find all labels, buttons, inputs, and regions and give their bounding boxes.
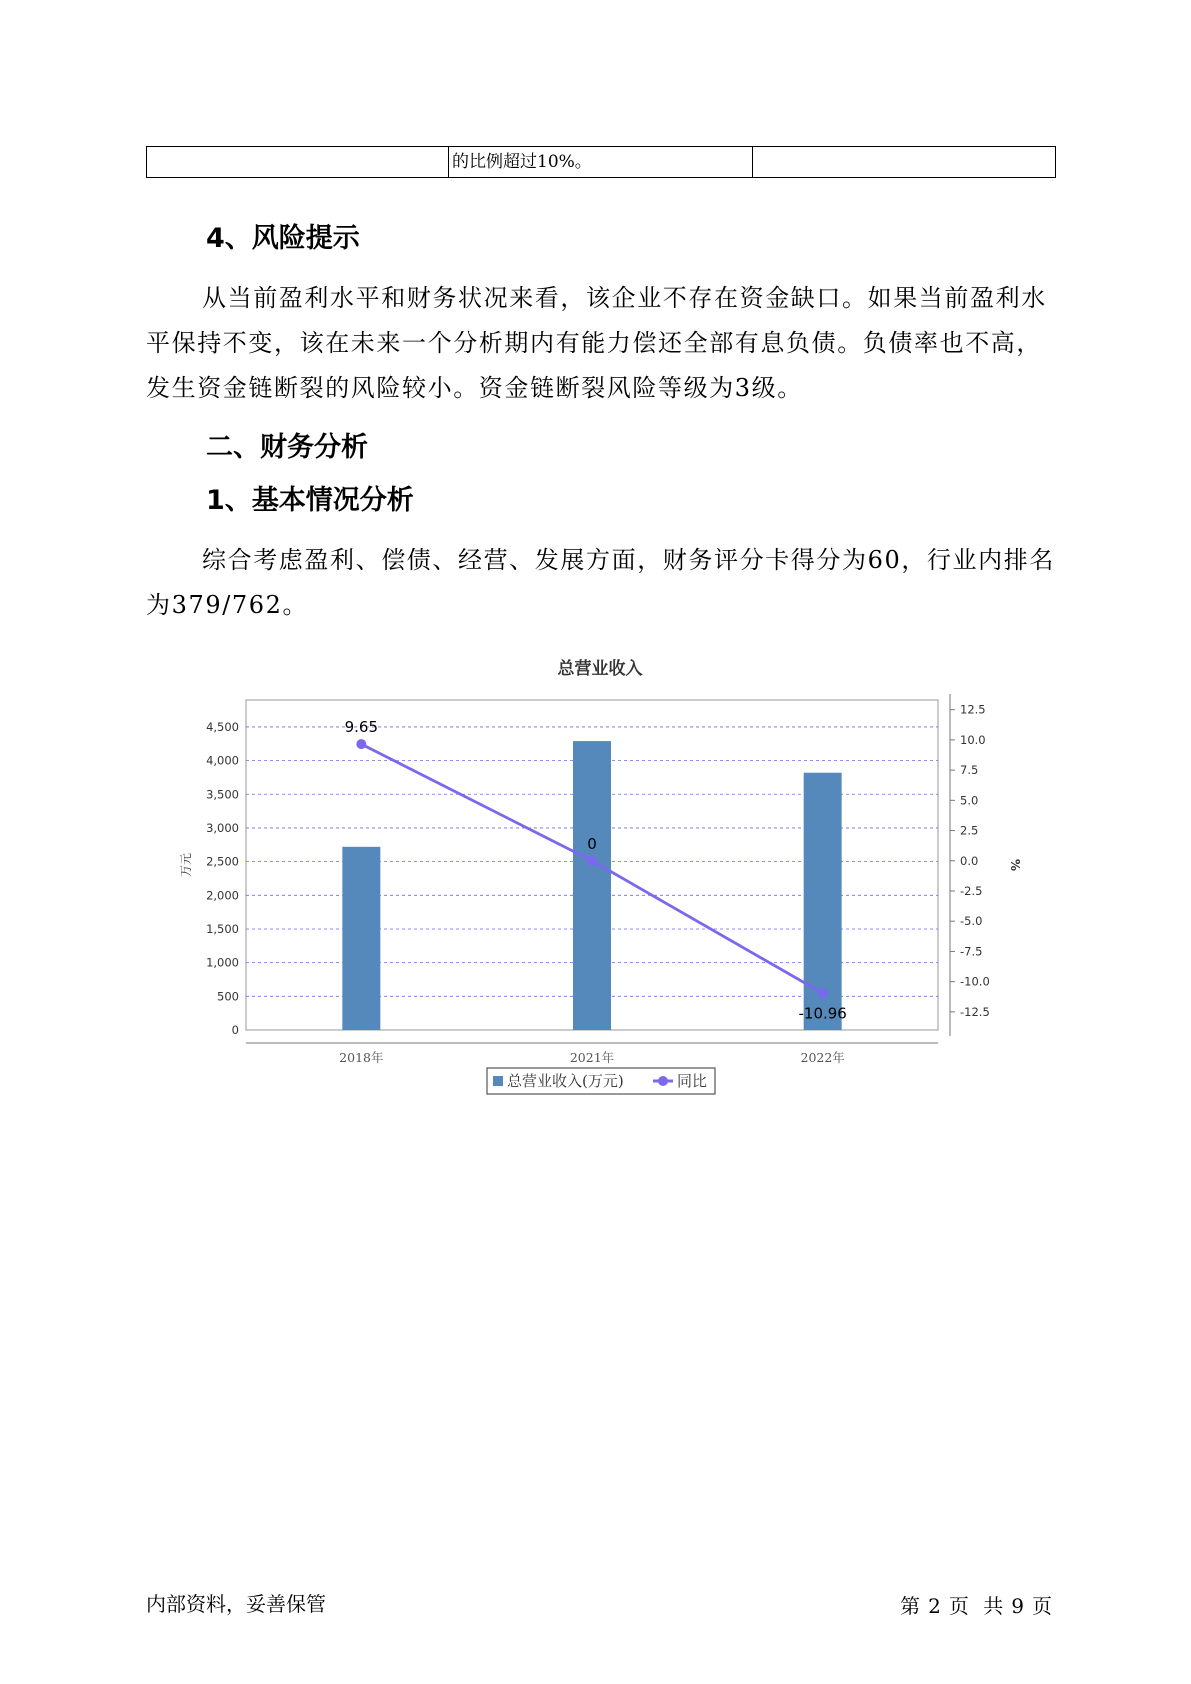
y-right-tick-label: -2.5 <box>960 883 983 898</box>
page-mid: 页 <box>948 1594 969 1618</box>
yoy-point <box>818 988 828 998</box>
page-suffix: 页 <box>1032 1594 1052 1618</box>
bar <box>342 847 380 1030</box>
y-right-tick-label: -10.0 <box>960 974 990 989</box>
y-right-tick-label: -12.5 <box>960 1004 990 1019</box>
page-current: 2 <box>928 1594 941 1618</box>
risk-paragraph: 从当前盈利水平和财务状况来看，该企业不存在资金缺口。如果当前盈利水平保持不变，该在未来一个分析期内有能力偿还全部有息负债。负债率也不高，发生资金链断裂的风险较小。资金链断裂风险等级为3级。 <box>146 284 1047 402</box>
legend-bar-label: 总营业收入(万元) <box>507 1072 624 1090</box>
chart-svg <box>160 650 1040 1110</box>
x-tick-label: 2022年 <box>800 1050 845 1065</box>
legend-line-label: 同比 <box>677 1072 708 1090</box>
y-left-tick-label: 2,500 <box>206 854 239 869</box>
bar <box>573 741 611 1030</box>
table-cell-text: 的比例超过10%。 <box>449 147 753 177</box>
yoy-point <box>587 856 597 866</box>
yoy-data-label: 0 <box>587 834 597 853</box>
y-right-tick-label: 5.0 <box>960 793 979 808</box>
page-prefix: 第 <box>900 1594 921 1618</box>
yoy-data-label: 9.65 <box>344 718 379 737</box>
y-left-tick-label: 1,000 <box>206 955 239 970</box>
y-left-tick-label: 4,500 <box>206 719 239 734</box>
y-right-tick-label: 12.5 <box>960 702 986 717</box>
y-left-axis-label: 万元 <box>179 852 193 878</box>
y-left-tick-label: 4,000 <box>206 753 239 768</box>
section-heading-financial: 二、财务分析 <box>206 432 368 463</box>
table-cell-empty <box>147 147 449 177</box>
y-right-tick-label: 10.0 <box>960 732 986 747</box>
section-heading-basic: 1、基本情况分析 <box>206 485 414 516</box>
y-right-tick-label: -7.5 <box>960 944 983 959</box>
chart-title: 总营业收入 <box>557 659 643 679</box>
y-left-tick-label: 2,000 <box>206 888 239 903</box>
yoy-data-label: -10.96 <box>798 1004 847 1023</box>
y-left-tick-label: 3,500 <box>206 787 239 802</box>
legend-bar-swatch <box>493 1076 503 1086</box>
y-right-tick-label: -5.0 <box>960 914 983 929</box>
x-tick-label: 2018年 <box>339 1050 384 1065</box>
section-heading-risk: 4、风险提示 <box>206 223 360 254</box>
page-total: 9 <box>1011 1594 1024 1618</box>
y-right-tick-label: 7.5 <box>960 763 979 778</box>
y-left-tick-label: 0 <box>231 1023 239 1037</box>
y-right-axis-label: % <box>1008 858 1022 872</box>
x-tick-label: 2021年 <box>569 1050 615 1065</box>
yoy-point <box>356 739 366 749</box>
table-fragment <box>146 146 1056 178</box>
y-left-tick-label: 1,500 <box>206 921 239 936</box>
y-left-tick-label: 500 <box>217 989 239 1004</box>
y-left-tick-label: 3,000 <box>206 820 239 835</box>
revenue-chart <box>160 650 1040 1110</box>
table-cell-empty <box>753 147 1055 177</box>
y-right-tick-label: 0.0 <box>960 853 979 868</box>
legend-line-marker <box>658 1076 668 1086</box>
footer-confidential: 内部资料，妥善保管 <box>146 1592 326 1616</box>
page-total-prefix: 共 <box>983 1594 1004 1618</box>
y-right-tick-label: 2.5 <box>960 823 979 838</box>
basic-paragraph: 综合考虑盈利、偿债、经营、发展方面，财务评分卡得分为60，行业内排名为379/762。 <box>146 546 1055 619</box>
footer-page-number <box>896 1590 1056 1619</box>
